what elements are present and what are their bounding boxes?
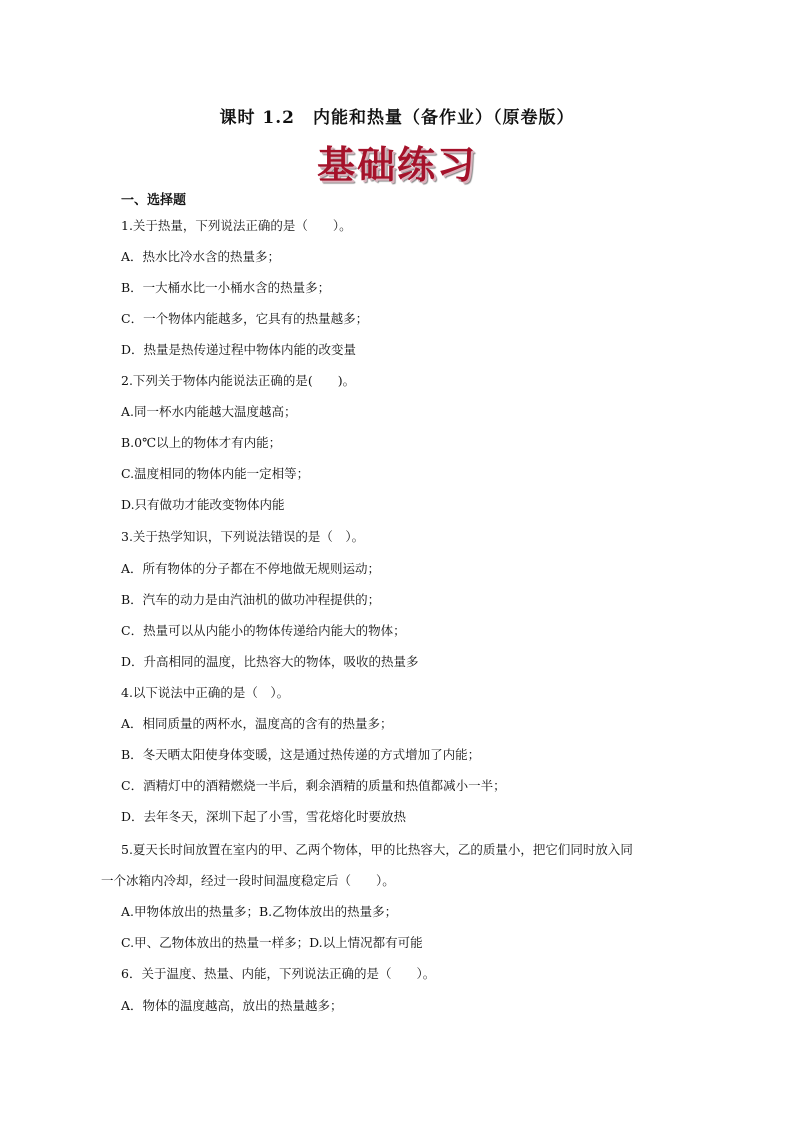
- section-heading: 一、选择题: [121, 193, 187, 208]
- option-line: B．冬天晒太阳使身体变暖，这是通过热传递的方式增加了内能；: [121, 747, 481, 762]
- section-banner: 基础练习: [316, 143, 477, 187]
- question-line: 6．关于温度、热量、内能，下列说法正确的是（ ）。: [121, 966, 436, 981]
- option-line: A．热水比冷水含的热量多；: [121, 249, 281, 264]
- option-line: A.同一杯水内能越大温度越高；: [121, 404, 297, 419]
- option-line: C.甲、乙物体放出的热量一样多；D.以上情况都有可能: [121, 935, 423, 950]
- option-line: C．酒精灯中的酒精燃烧一半后，剩余酒精的质量和热值都减小一半；: [121, 778, 506, 793]
- option-line: B．一大桶水比一小桶水含的热量多；: [121, 280, 331, 295]
- option-line: A．物体的温度越高，放出的热量越多；: [121, 998, 343, 1013]
- option-line: C.温度相同的物体内能一定相等；: [121, 466, 310, 481]
- option-line: D．升高相同的温度，比热容大的物体，吸收的热量多: [121, 654, 419, 669]
- question-line: 3.关于热学知识，下列说法错误的是（ ）。: [121, 529, 365, 544]
- question-line: 1.关于热量，下列说法正确的是（ ）。: [121, 218, 352, 233]
- option-line: B．汽车的动力是由汽油机的做功冲程提供的；: [121, 592, 381, 607]
- question-line: 5.夏天长时间放置在室内的甲、乙两个物体，甲的比热容大，乙的质量小，把它们同时放入同: [121, 842, 633, 857]
- option-line: D.只有做功才能改变物体内能: [121, 497, 285, 512]
- question-line: 2.下列关于物体内能说法正确的是( )。: [121, 373, 356, 388]
- question-line: 4.以下说法中正确的是（ ）。: [121, 685, 290, 700]
- option-line: C．一个物体内能越多，它具有的热量越多；: [121, 311, 369, 326]
- option-line: A．相同质量的两杯水，温度高的含有的热量多；: [121, 716, 393, 731]
- question-line-continued: 一个冰箱内冷却，经过一段时间温度稳定后（ ）。: [101, 873, 395, 888]
- option-line: C．热量可以从内能小的物体传递给内能大的物体；: [121, 623, 406, 638]
- option-line: A.甲物体放出的热量多；B.乙物体放出的热量多；: [121, 904, 398, 919]
- option-line: B.0℃以上的物体才有内能；: [121, 435, 282, 450]
- option-line: A．所有物体的分子都在不停地做无规则运动；: [121, 561, 381, 576]
- option-line: D．去年冬天，深圳下起了小雪，雪花熔化时要放热: [121, 809, 407, 824]
- option-line: D．热量是热传递过程中物体内能的改变量: [121, 342, 357, 357]
- page-title: 课时 1.2 内能和热量（备作业）（原卷版）: [219, 108, 575, 128]
